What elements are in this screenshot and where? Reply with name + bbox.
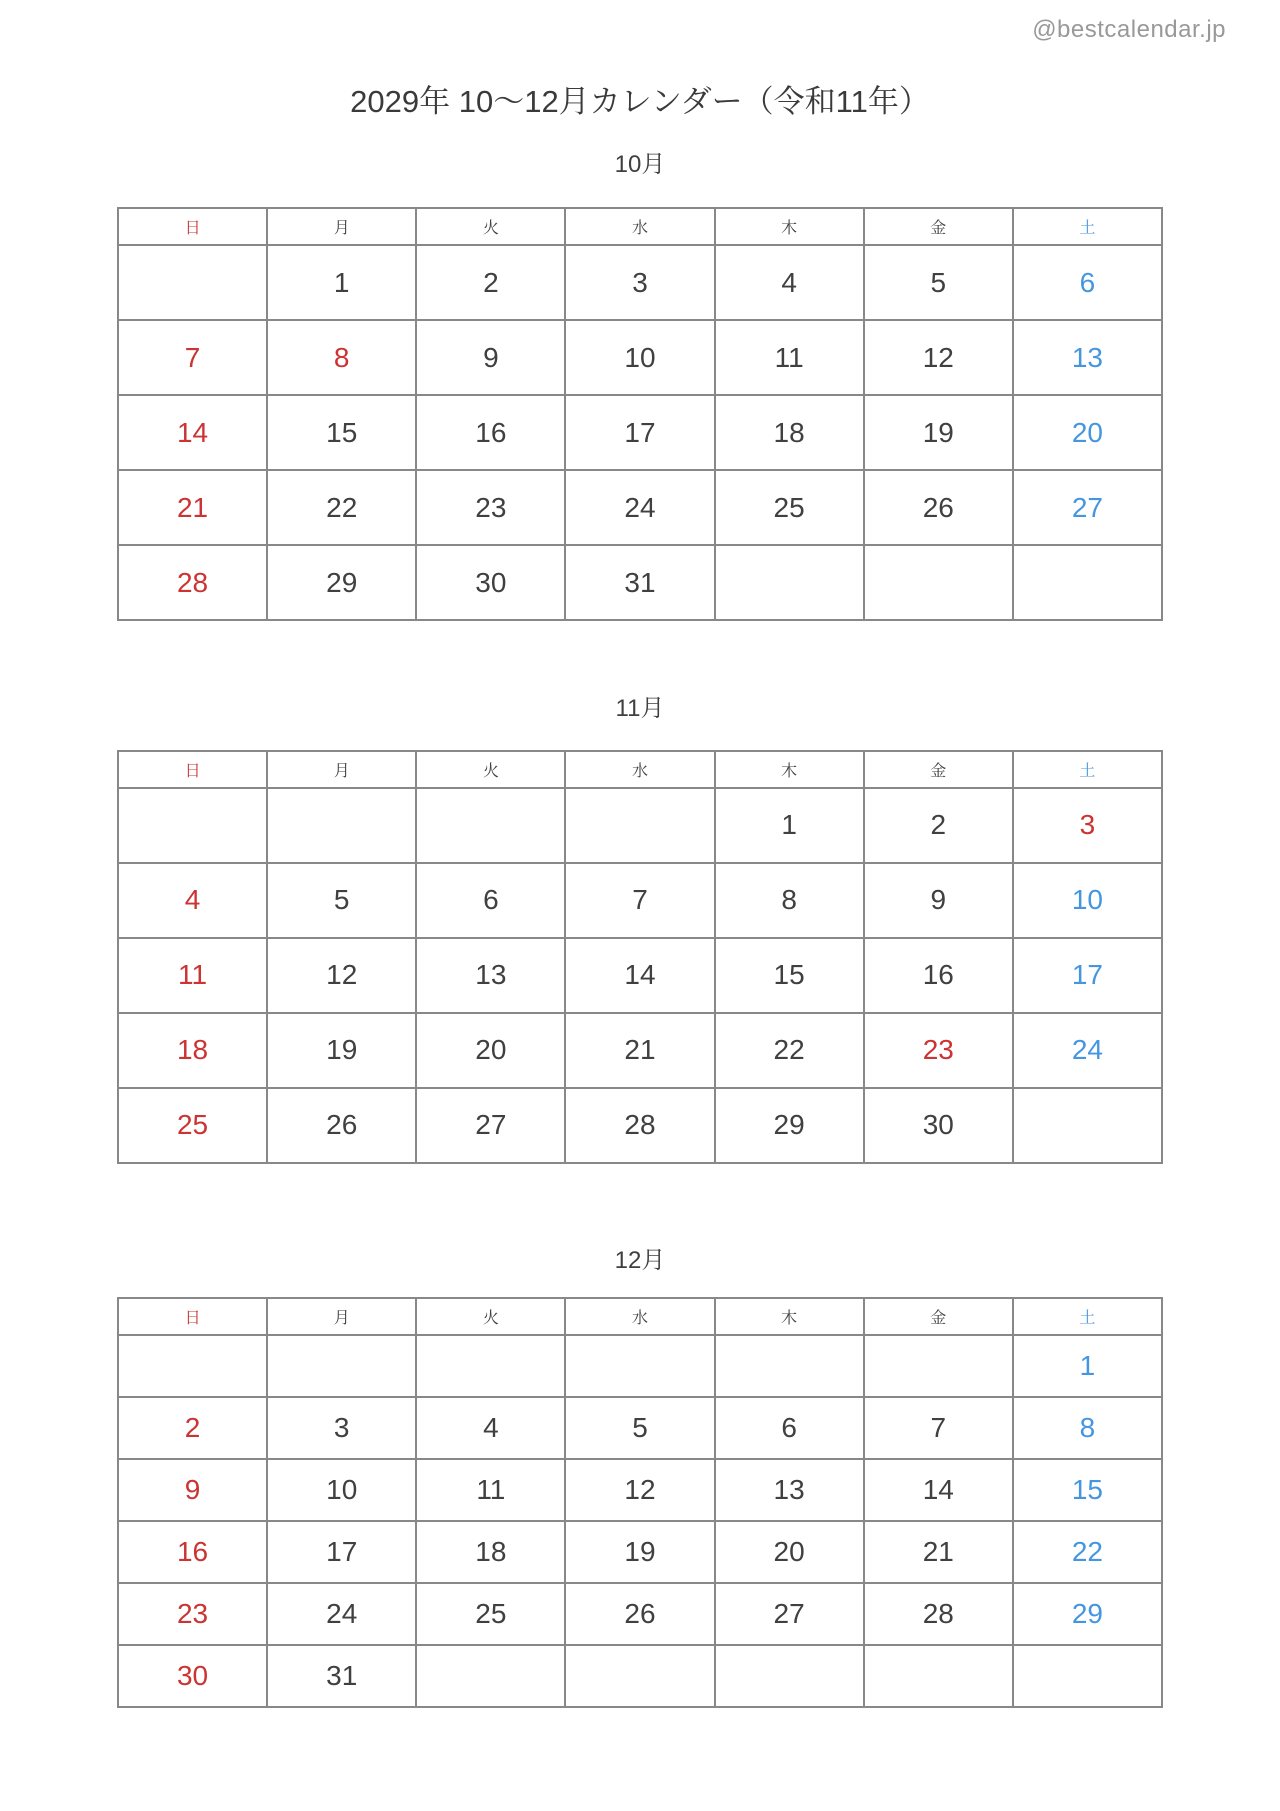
day-cell: 21 xyxy=(118,470,267,545)
day-cell: 3 xyxy=(565,245,714,320)
day-cell: 14 xyxy=(118,395,267,470)
weekday-header: 水 xyxy=(565,751,714,788)
day-cell: 28 xyxy=(864,1583,1013,1645)
day-cell: 17 xyxy=(565,395,714,470)
day-cell: 26 xyxy=(864,470,1013,545)
day-cell: 16 xyxy=(118,1521,267,1583)
day-cell: 21 xyxy=(565,1013,714,1088)
week-row xyxy=(118,938,1162,1013)
weekday-header: 火 xyxy=(416,751,565,788)
day-cell: 19 xyxy=(267,1013,416,1088)
day-cell: 11 xyxy=(118,938,267,1013)
weekday-header: 日 xyxy=(118,1298,267,1335)
empty-cell xyxy=(715,1335,864,1397)
weekday-header: 水 xyxy=(565,1298,714,1335)
weekday-header: 木 xyxy=(715,1298,864,1335)
day-cell: 27 xyxy=(1013,470,1162,545)
day-cell: 18 xyxy=(715,395,864,470)
day-cell: 20 xyxy=(715,1521,864,1583)
week-row xyxy=(118,1088,1162,1163)
empty-cell xyxy=(864,545,1013,620)
day-cell: 11 xyxy=(715,320,864,395)
day-cell: 22 xyxy=(1013,1521,1162,1583)
week-row xyxy=(118,1013,1162,1088)
day-cell: 26 xyxy=(267,1088,416,1163)
day-cell: 8 xyxy=(1013,1397,1162,1459)
week-row xyxy=(118,1397,1162,1459)
day-cell: 15 xyxy=(715,938,864,1013)
week-row xyxy=(118,1521,1162,1583)
day-cell: 2 xyxy=(864,788,1013,863)
weekday-header: 金 xyxy=(864,1298,1013,1335)
empty-cell xyxy=(715,1645,864,1707)
weekday-header-row xyxy=(118,751,1162,788)
empty-cell xyxy=(715,545,864,620)
empty-cell xyxy=(267,788,416,863)
day-cell: 27 xyxy=(715,1583,864,1645)
weekday-header: 金 xyxy=(864,751,1013,788)
day-cell: 1 xyxy=(715,788,864,863)
day-cell: 29 xyxy=(1013,1583,1162,1645)
weekday-header: 土 xyxy=(1013,751,1162,788)
month-section-december xyxy=(0,1244,1280,1709)
weekday-header: 水 xyxy=(565,208,714,245)
day-cell: 16 xyxy=(416,395,565,470)
day-cell: 15 xyxy=(267,395,416,470)
month-section-october xyxy=(0,148,1280,622)
day-cell: 5 xyxy=(565,1397,714,1459)
day-cell: 4 xyxy=(715,245,864,320)
empty-cell xyxy=(416,788,565,863)
day-cell: 24 xyxy=(267,1583,416,1645)
day-cell: 4 xyxy=(416,1397,565,1459)
day-cell: 19 xyxy=(565,1521,714,1583)
week-row xyxy=(118,1583,1162,1645)
week-row xyxy=(118,1459,1162,1521)
week-row xyxy=(118,863,1162,938)
day-cell: 13 xyxy=(416,938,565,1013)
weekday-header: 日 xyxy=(118,208,267,245)
day-cell: 6 xyxy=(715,1397,864,1459)
page-title: 2029年 10〜12月カレンダー（令和11年） xyxy=(350,84,930,119)
month-label-november: 11月 xyxy=(615,695,665,723)
weekday-header: 月 xyxy=(267,751,416,788)
weekday-header-row xyxy=(118,1298,1162,1335)
day-cell: 26 xyxy=(565,1583,714,1645)
day-cell: 3 xyxy=(1013,788,1162,863)
day-cell: 30 xyxy=(416,545,565,620)
day-cell: 23 xyxy=(416,470,565,545)
week-row xyxy=(118,320,1162,395)
day-cell: 6 xyxy=(416,863,565,938)
day-cell: 7 xyxy=(118,320,267,395)
day-cell: 2 xyxy=(118,1397,267,1459)
day-cell: 1 xyxy=(1013,1335,1162,1397)
weekday-header-row xyxy=(118,208,1162,245)
empty-cell xyxy=(118,788,267,863)
day-cell: 11 xyxy=(416,1459,565,1521)
week-row xyxy=(118,545,1162,620)
day-cell: 27 xyxy=(416,1088,565,1163)
calendar-table-november xyxy=(117,750,1163,1164)
day-cell: 25 xyxy=(715,470,864,545)
day-cell: 18 xyxy=(118,1013,267,1088)
day-cell: 7 xyxy=(565,863,714,938)
day-cell: 17 xyxy=(1013,938,1162,1013)
day-cell: 17 xyxy=(267,1521,416,1583)
week-row xyxy=(118,1645,1162,1707)
day-cell: 18 xyxy=(416,1521,565,1583)
weekday-header: 土 xyxy=(1013,1298,1162,1335)
week-row xyxy=(118,395,1162,470)
day-cell: 9 xyxy=(118,1459,267,1521)
day-cell: 21 xyxy=(864,1521,1013,1583)
month-label-october: 10月 xyxy=(614,150,666,178)
day-cell: 25 xyxy=(118,1088,267,1163)
week-row xyxy=(118,245,1162,320)
day-cell: 28 xyxy=(118,545,267,620)
day-cell: 25 xyxy=(416,1583,565,1645)
day-cell: 13 xyxy=(1013,320,1162,395)
empty-cell xyxy=(416,1335,565,1397)
day-cell: 8 xyxy=(715,863,864,938)
empty-cell xyxy=(118,1335,267,1397)
weekday-header: 土 xyxy=(1013,208,1162,245)
empty-cell xyxy=(267,1335,416,1397)
weekday-header: 金 xyxy=(864,208,1013,245)
day-cell: 31 xyxy=(267,1645,416,1707)
day-cell: 30 xyxy=(864,1088,1013,1163)
week-row xyxy=(118,470,1162,545)
day-cell: 29 xyxy=(715,1088,864,1163)
weekday-header: 木 xyxy=(715,208,864,245)
empty-cell xyxy=(1013,545,1162,620)
weekday-header: 日 xyxy=(118,751,267,788)
weekday-header: 木 xyxy=(715,751,864,788)
day-cell: 12 xyxy=(864,320,1013,395)
empty-cell xyxy=(1013,1645,1162,1707)
empty-cell xyxy=(565,1335,714,1397)
day-cell: 20 xyxy=(1013,395,1162,470)
day-cell: 19 xyxy=(864,395,1013,470)
day-cell: 6 xyxy=(1013,245,1162,320)
weekday-header: 火 xyxy=(416,208,565,245)
day-cell: 29 xyxy=(267,545,416,620)
empty-cell xyxy=(864,1645,1013,1707)
calendar-table-december xyxy=(117,1297,1163,1708)
day-cell: 30 xyxy=(118,1645,267,1707)
day-cell: 14 xyxy=(864,1459,1013,1521)
month-label-december: 12月 xyxy=(614,1246,666,1274)
week-row xyxy=(118,788,1162,863)
day-cell: 28 xyxy=(565,1088,714,1163)
empty-cell xyxy=(565,788,714,863)
day-cell: 9 xyxy=(864,863,1013,938)
empty-cell xyxy=(1013,1088,1162,1163)
day-cell: 23 xyxy=(118,1583,267,1645)
weekday-header: 月 xyxy=(267,208,416,245)
day-cell: 15 xyxy=(1013,1459,1162,1521)
day-cell: 2 xyxy=(416,245,565,320)
week-row xyxy=(118,1335,1162,1397)
empty-cell xyxy=(118,245,267,320)
day-cell: 5 xyxy=(267,863,416,938)
day-cell: 10 xyxy=(1013,863,1162,938)
day-cell: 12 xyxy=(267,938,416,1013)
calendar-table-october xyxy=(117,207,1163,621)
day-cell: 20 xyxy=(416,1013,565,1088)
day-cell: 1 xyxy=(267,245,416,320)
day-cell: 24 xyxy=(1013,1013,1162,1088)
weekday-header: 火 xyxy=(416,1298,565,1335)
month-section-november xyxy=(0,692,1280,1164)
day-cell: 7 xyxy=(864,1397,1013,1459)
day-cell: 31 xyxy=(565,545,714,620)
watermark-credit: @bestcalendar.jp xyxy=(1032,16,1226,43)
day-cell: 24 xyxy=(565,470,714,545)
day-cell: 5 xyxy=(864,245,1013,320)
day-cell: 14 xyxy=(565,938,714,1013)
day-cell: 13 xyxy=(715,1459,864,1521)
day-cell: 9 xyxy=(416,320,565,395)
empty-cell xyxy=(864,1335,1013,1397)
day-cell: 23 xyxy=(864,1013,1013,1088)
day-cell: 22 xyxy=(267,470,416,545)
weekday-header: 月 xyxy=(267,1298,416,1335)
day-cell: 3 xyxy=(267,1397,416,1459)
empty-cell xyxy=(565,1645,714,1707)
empty-cell xyxy=(416,1645,565,1707)
day-cell: 10 xyxy=(267,1459,416,1521)
day-cell: 10 xyxy=(565,320,714,395)
day-cell: 8 xyxy=(267,320,416,395)
day-cell: 16 xyxy=(864,938,1013,1013)
day-cell: 22 xyxy=(715,1013,864,1088)
day-cell: 4 xyxy=(118,863,267,938)
day-cell: 12 xyxy=(565,1459,714,1521)
